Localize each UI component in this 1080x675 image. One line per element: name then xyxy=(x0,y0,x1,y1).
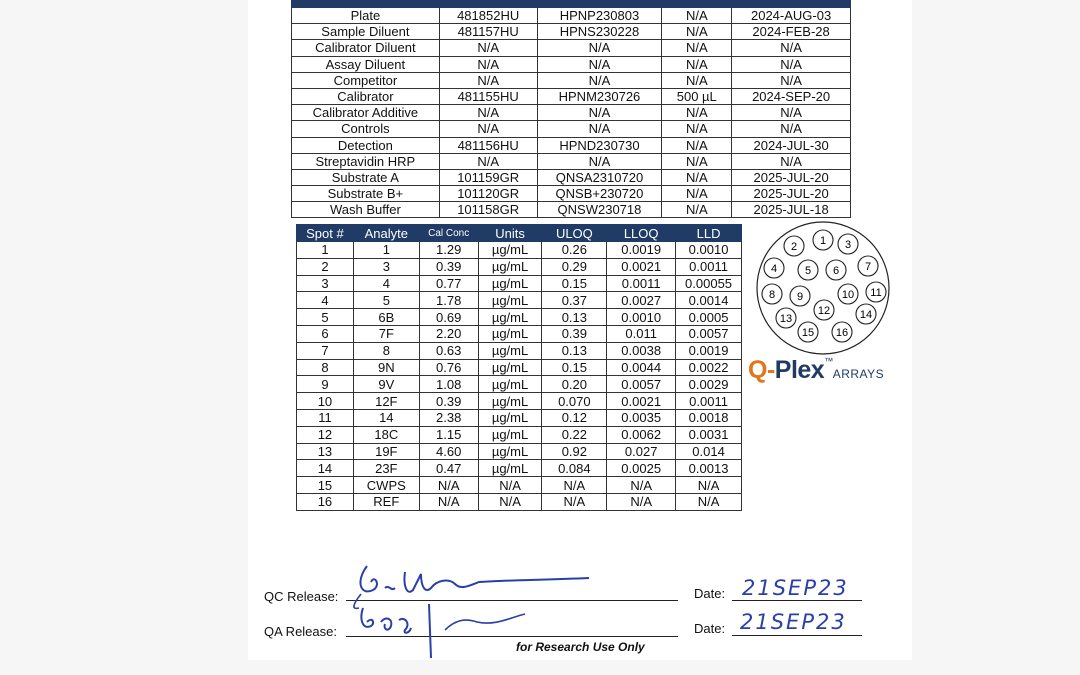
spot-units: µg/mL xyxy=(478,275,542,292)
spot-units: µg/mL xyxy=(478,258,542,275)
spot-lld: 0.0011 xyxy=(676,393,742,410)
spot-number: 10 xyxy=(297,393,354,410)
spot-number: 15 xyxy=(297,477,354,494)
spot-analyte: 5 xyxy=(353,292,419,309)
research-use-footer: for Research Use Only xyxy=(516,640,645,654)
spot-lloq: 0.0025 xyxy=(607,460,676,477)
well-spot-label: 1 xyxy=(819,235,827,247)
reagent-part: N/A xyxy=(439,153,537,169)
spot-uloq: 0.39 xyxy=(542,325,607,342)
reagent-part: 481852HU xyxy=(439,8,537,24)
spot-uloq: 0.13 xyxy=(542,309,607,326)
reagent-name: Competitor xyxy=(292,72,440,88)
reagent-volume: N/A xyxy=(662,153,732,169)
spot-units: µg/mL xyxy=(478,242,542,259)
reagent-expiry: 2024-JUL-30 xyxy=(732,137,851,153)
spot-analyte: 9V xyxy=(353,376,419,393)
reagent-lot: N/A xyxy=(537,72,662,88)
spot-number: 6 xyxy=(297,325,354,342)
reagent-lot: N/A xyxy=(537,40,662,56)
spot-analyte: REF xyxy=(353,493,419,510)
well-spot-label: 2 xyxy=(790,241,798,253)
reagent-lot: N/A xyxy=(537,153,662,169)
reagent-expiry: N/A xyxy=(732,56,851,72)
spot-uloq: 0.084 xyxy=(542,460,607,477)
spot-cal-conc: 1.08 xyxy=(419,376,478,393)
spot-uloq: 0.15 xyxy=(542,359,607,376)
spot-number: 7 xyxy=(297,342,354,359)
reagent-lot: QNSB+230720 xyxy=(537,186,662,202)
reagent-lot: N/A xyxy=(537,105,662,121)
spot-number: 9 xyxy=(297,376,354,393)
spot-lloq: 0.0035 xyxy=(607,409,676,426)
spot-cal-conc: 0.76 xyxy=(419,359,478,376)
spot-row xyxy=(297,325,742,342)
reagent-expiry: 2025-JUL-20 xyxy=(732,169,851,185)
qa-date-value: 21SEP23 xyxy=(740,610,847,634)
reagent-expiry: N/A xyxy=(732,153,851,169)
spot-lld: 0.0029 xyxy=(676,376,742,393)
spot-lloq: 0.0010 xyxy=(607,309,676,326)
spot-units: µg/mL xyxy=(478,359,542,376)
spot-units: N/A xyxy=(478,477,542,494)
reagent-expiry: N/A xyxy=(732,105,851,121)
spot-units: µg/mL xyxy=(478,325,542,342)
qa-signature xyxy=(345,600,545,662)
qc-date-value: 21SEP23 xyxy=(742,576,849,600)
reagent-name: Calibrator Diluent xyxy=(292,40,440,56)
header-uloq: ULOQ xyxy=(542,225,607,242)
reagent-name: Sample Diluent xyxy=(292,24,440,40)
reagent-part: N/A xyxy=(439,105,537,121)
spot-lloq: N/A xyxy=(607,493,676,510)
spot-cal-conc: 2.38 xyxy=(419,409,478,426)
reagent-lot: QNSW230718 xyxy=(537,202,662,218)
spot-lloq: 0.0021 xyxy=(607,258,676,275)
spot-table-header xyxy=(297,225,742,242)
qc-release-label: QC Release: xyxy=(264,589,339,604)
spot-number: 11 xyxy=(297,409,354,426)
reagent-part: 101159GR xyxy=(439,169,537,185)
spot-cal-conc: 2.20 xyxy=(419,325,478,342)
spot-lld: 0.0005 xyxy=(676,309,742,326)
spot-number: 3 xyxy=(297,275,354,292)
well-spot-label: 12 xyxy=(817,305,831,317)
reagent-name: Controls xyxy=(292,121,440,137)
spot-row xyxy=(297,477,742,494)
reagent-lot: HPNM230726 xyxy=(537,88,662,104)
spot-uloq: 0.20 xyxy=(542,376,607,393)
spot-cal-conc: 0.39 xyxy=(419,393,478,410)
spot-lloq: 0.0057 xyxy=(607,376,676,393)
reagent-expiry: 2024-FEB-28 xyxy=(732,24,851,40)
reagent-row xyxy=(292,137,851,153)
reagent-volume: N/A xyxy=(662,137,732,153)
spot-units: µg/mL xyxy=(478,426,542,443)
well-spot-label: 10 xyxy=(841,289,855,301)
spot-lld: 0.0031 xyxy=(676,426,742,443)
well-spot-label: 9 xyxy=(796,291,804,303)
spot-cal-conc: 1.15 xyxy=(419,426,478,443)
reagent-name: Substrate A xyxy=(292,169,440,185)
spot-row xyxy=(297,258,742,275)
spot-row xyxy=(297,309,742,326)
reagent-lot: HPND230730 xyxy=(537,137,662,153)
spot-row xyxy=(297,275,742,292)
header-units: Units xyxy=(478,225,542,242)
qc-date-line xyxy=(732,600,862,601)
spot-row xyxy=(297,342,742,359)
spot-number: 12 xyxy=(297,426,354,443)
spot-lloq: 0.0019 xyxy=(607,242,676,259)
logo-plex: Plex xyxy=(774,356,825,384)
reagent-name: Substrate B+ xyxy=(292,186,440,202)
qa-date-label: Date: xyxy=(694,621,726,636)
spot-lloq: 0.0027 xyxy=(607,292,676,309)
header-spot: Spot # xyxy=(297,225,354,242)
reagent-part: N/A xyxy=(439,56,537,72)
spot-lloq: 0.0044 xyxy=(607,359,676,376)
reagent-row xyxy=(292,72,851,88)
reagent-part: 481156HU xyxy=(439,137,537,153)
spot-lld: 0.0010 xyxy=(676,242,742,259)
reagent-row xyxy=(292,8,851,24)
spot-analyte: 7F xyxy=(353,325,419,342)
reagent-row xyxy=(292,88,851,104)
spot-units: µg/mL xyxy=(478,292,542,309)
spot-table xyxy=(296,224,742,511)
spot-uloq: N/A xyxy=(542,477,607,494)
reagent-row xyxy=(292,40,851,56)
spot-lld: 0.0013 xyxy=(676,460,742,477)
spot-uloq: 0.070 xyxy=(542,393,607,410)
reagent-volume: N/A xyxy=(662,105,732,121)
spot-cal-conc: 0.69 xyxy=(419,309,478,326)
spot-analyte: 1 xyxy=(353,242,419,259)
spot-lld: N/A xyxy=(676,477,742,494)
reagent-volume: N/A xyxy=(662,24,732,40)
spot-number: 1 xyxy=(297,242,354,259)
qa-date-line xyxy=(732,635,862,636)
reagent-part: N/A xyxy=(439,121,537,137)
reagent-name: Detection xyxy=(292,137,440,153)
spot-lloq: 0.0038 xyxy=(607,342,676,359)
spot-lld: 0.0014 xyxy=(676,292,742,309)
well-spot-label: 11 xyxy=(870,287,882,299)
spot-cal-conc: N/A xyxy=(419,493,478,510)
spot-number: 16 xyxy=(297,493,354,510)
reagent-name: Plate xyxy=(292,8,440,24)
spot-analyte: 9N xyxy=(353,359,419,376)
spot-row xyxy=(297,426,742,443)
spot-lld: 0.0018 xyxy=(676,409,742,426)
reagent-volume: N/A xyxy=(662,121,732,137)
reagent-part: N/A xyxy=(439,72,537,88)
reagent-name: Calibrator Additive xyxy=(292,105,440,121)
spot-number: 2 xyxy=(297,258,354,275)
spot-analyte: 3 xyxy=(353,258,419,275)
reagent-part: 481155HU xyxy=(439,88,537,104)
reagent-name: Calibrator xyxy=(292,88,440,104)
spot-uloq: 0.26 xyxy=(542,242,607,259)
well-spot-label: 4 xyxy=(770,263,778,275)
spot-row xyxy=(297,242,742,259)
spot-analyte: CWPS xyxy=(353,477,419,494)
spot-lloq: 0.011 xyxy=(607,325,676,342)
header-lloq: LLOQ xyxy=(607,225,676,242)
header-analyte: Analyte xyxy=(353,225,419,242)
spot-units: µg/mL xyxy=(478,443,542,460)
reagent-volume: N/A xyxy=(662,169,732,185)
spot-lld: N/A xyxy=(676,493,742,510)
reagent-expiry: N/A xyxy=(732,72,851,88)
reagent-lot: QNSA2310720 xyxy=(537,169,662,185)
reagent-volume: N/A xyxy=(662,72,732,88)
reagent-row xyxy=(292,153,851,169)
spot-cal-conc: 1.29 xyxy=(419,242,478,259)
spot-analyte: 18C xyxy=(353,426,419,443)
well-spot-label: 6 xyxy=(832,265,840,277)
reagent-part: 101158GR xyxy=(439,202,537,218)
well-spot-diagram xyxy=(752,218,894,358)
spot-cal-conc: 1.78 xyxy=(419,292,478,309)
reagent-volume: N/A xyxy=(662,202,732,218)
spot-lloq: 0.0021 xyxy=(607,393,676,410)
spot-units: µg/mL xyxy=(478,376,542,393)
well-spot-label: 5 xyxy=(804,265,812,277)
reagent-row xyxy=(292,56,851,72)
reagent-row xyxy=(292,121,851,137)
spot-analyte: 14 xyxy=(353,409,419,426)
spot-uloq: 0.13 xyxy=(542,342,607,359)
reagent-name: Assay Diluent xyxy=(292,56,440,72)
spot-uloq: 0.12 xyxy=(542,409,607,426)
qa-release-label: QA Release: xyxy=(264,624,337,639)
spot-cal-conc: N/A xyxy=(419,477,478,494)
reagent-expiry: N/A xyxy=(732,121,851,137)
spot-uloq: N/A xyxy=(542,493,607,510)
reagent-row xyxy=(292,202,851,218)
spot-lloq: 0.027 xyxy=(607,443,676,460)
spot-analyte: 6B xyxy=(353,309,419,326)
reagent-expiry: 2025-JUL-18 xyxy=(732,202,851,218)
spot-analyte: 19F xyxy=(353,443,419,460)
spot-analyte: 4 xyxy=(353,275,419,292)
reagent-lot: N/A xyxy=(537,121,662,137)
spot-row xyxy=(297,393,742,410)
spot-row xyxy=(297,493,742,510)
logo-arrays: ARRAYS xyxy=(832,367,885,381)
spot-units: µg/mL xyxy=(478,342,542,359)
spot-uloq: 0.22 xyxy=(542,426,607,443)
reagent-name: Wash Buffer xyxy=(292,202,440,218)
spot-uloq: 0.92 xyxy=(542,443,607,460)
spot-lld: 0.0057 xyxy=(676,325,742,342)
well-spot-label: 16 xyxy=(835,327,849,339)
reagent-part: 101120GR xyxy=(439,186,537,202)
reagent-volume: N/A xyxy=(662,56,732,72)
spot-cal-conc: 4.60 xyxy=(419,443,478,460)
reagent-row xyxy=(292,186,851,202)
spot-units: µg/mL xyxy=(478,409,542,426)
spot-number: 13 xyxy=(297,443,354,460)
well-spot-label: 14 xyxy=(859,309,873,321)
reagent-expiry: 2025-JUL-20 xyxy=(732,186,851,202)
spot-cal-conc: 0.47 xyxy=(419,460,478,477)
qc-date-label: Date: xyxy=(694,586,726,601)
spot-uloq: 0.29 xyxy=(542,258,607,275)
spot-cal-conc: 0.39 xyxy=(419,258,478,275)
reagent-row xyxy=(292,105,851,121)
spot-lld: 0.0011 xyxy=(676,258,742,275)
spot-uloq: 0.15 xyxy=(542,275,607,292)
reagent-expiry: 2024-SEP-20 xyxy=(732,88,851,104)
header-lld: LLD xyxy=(676,225,742,242)
spot-row xyxy=(297,409,742,426)
spot-number: 8 xyxy=(297,359,354,376)
reagent-row xyxy=(292,24,851,40)
reagent-volume: N/A xyxy=(662,8,732,24)
spot-row xyxy=(297,460,742,477)
spot-row xyxy=(297,359,742,376)
reagent-row xyxy=(292,169,851,185)
reagent-part: N/A xyxy=(439,40,537,56)
spot-row xyxy=(297,376,742,393)
spot-units: µg/mL xyxy=(478,309,542,326)
reagent-lot: N/A xyxy=(537,56,662,72)
spot-analyte: 12F xyxy=(353,393,419,410)
well-spot-label: 3 xyxy=(844,239,852,251)
spot-lld: 0.00055 xyxy=(676,275,742,292)
reagent-expiry: N/A xyxy=(732,40,851,56)
spot-uloq: 0.37 xyxy=(542,292,607,309)
spot-number: 5 xyxy=(297,309,354,326)
spot-units: N/A xyxy=(478,493,542,510)
well-spot-label: 7 xyxy=(864,261,872,273)
well-spot-label: 8 xyxy=(768,289,776,301)
well-spot-label: 15 xyxy=(801,327,815,339)
reagent-lot: HPNP230803 xyxy=(537,8,662,24)
spot-lloq: 0.0011 xyxy=(607,275,676,292)
reagent-volume: N/A xyxy=(662,186,732,202)
spot-row xyxy=(297,292,742,309)
logo-q: Q- xyxy=(748,356,775,384)
spot-cal-conc: 0.63 xyxy=(419,342,478,359)
reagent-table xyxy=(291,0,851,218)
q-plex-logo xyxy=(748,356,884,385)
reagent-header-strip xyxy=(292,1,851,8)
spot-cal-conc: 0.77 xyxy=(419,275,478,292)
spot-number: 4 xyxy=(297,292,354,309)
spot-analyte: 8 xyxy=(353,342,419,359)
spot-lloq: N/A xyxy=(607,477,676,494)
spot-units: µg/mL xyxy=(478,393,542,410)
reagent-volume: N/A xyxy=(662,40,732,56)
reagent-name: Streptavidin HRP xyxy=(292,153,440,169)
spot-number: 14 xyxy=(297,460,354,477)
logo-tm: ™ xyxy=(824,356,833,366)
reagent-volume: 500 µL xyxy=(662,88,732,104)
reagent-lot: HPNS230228 xyxy=(537,24,662,40)
reagent-expiry: 2024-AUG-03 xyxy=(732,8,851,24)
well-spot-label: 13 xyxy=(779,313,793,325)
spot-units: µg/mL xyxy=(478,460,542,477)
reagent-part: 481157HU xyxy=(439,24,537,40)
spot-row xyxy=(297,443,742,460)
spot-lloq: 0.0062 xyxy=(607,426,676,443)
spot-lld: 0.014 xyxy=(676,443,742,460)
spot-lld: 0.0022 xyxy=(676,359,742,376)
spot-lld: 0.0019 xyxy=(676,342,742,359)
header-cal-conc: Cal Conc xyxy=(419,225,478,242)
spot-analyte: 23F xyxy=(353,460,419,477)
